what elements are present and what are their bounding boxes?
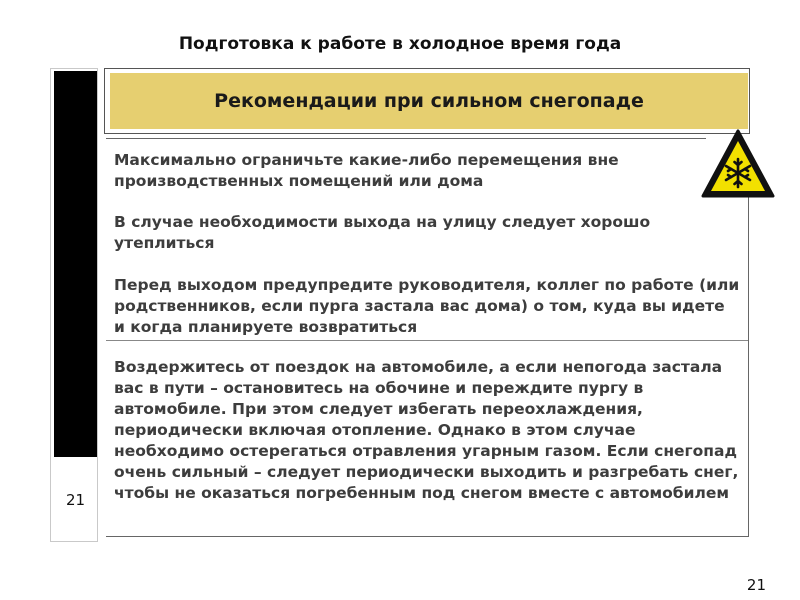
left-black-bar xyxy=(54,71,97,457)
recommendation-1: Максимально ограничьте какие-либо перемещения вне производственных помещений или дома xyxy=(114,151,619,190)
recommendation-3: Перед выходом предупредите руководителя, коллег по работе (или родственников, если пурга застала вас дома) о том, куда вы идете и когда планируете возвратиться xyxy=(114,276,740,336)
left-slide-number: 21 xyxy=(65,491,86,509)
content-top-border xyxy=(106,138,706,139)
content-divider xyxy=(106,340,748,341)
section-header: Рекомендации при сильном снегопаде xyxy=(110,73,748,129)
page-title: Подготовка к работе в холодное время года xyxy=(178,34,622,54)
footer-page-number: 21 xyxy=(746,576,766,594)
content-right-border xyxy=(748,196,749,340)
content-bottom-border xyxy=(106,536,749,537)
recommendation-4: Воздержитесь от поездок на автомобиле, а если непогода застала вас в пути – остановитесь на обочине и переждите пургу в автомобиле. При этом следует избегать переохлаждения, периодически включая отопление. Однако в этом случае необходимо остерегаться отравления угарным газом. Если снегопад очень сильный – следует периодически выходить и разгребать снег, чтобы не оказаться погребенным под снегом вместе с автомобилем xyxy=(114,358,739,502)
content-right-border-lower xyxy=(748,340,749,536)
recommendation-2: В случае необходимости выхода на улицу следует хорошо утеплиться xyxy=(114,213,651,252)
snowflake-warning-triangle-icon xyxy=(700,128,776,200)
